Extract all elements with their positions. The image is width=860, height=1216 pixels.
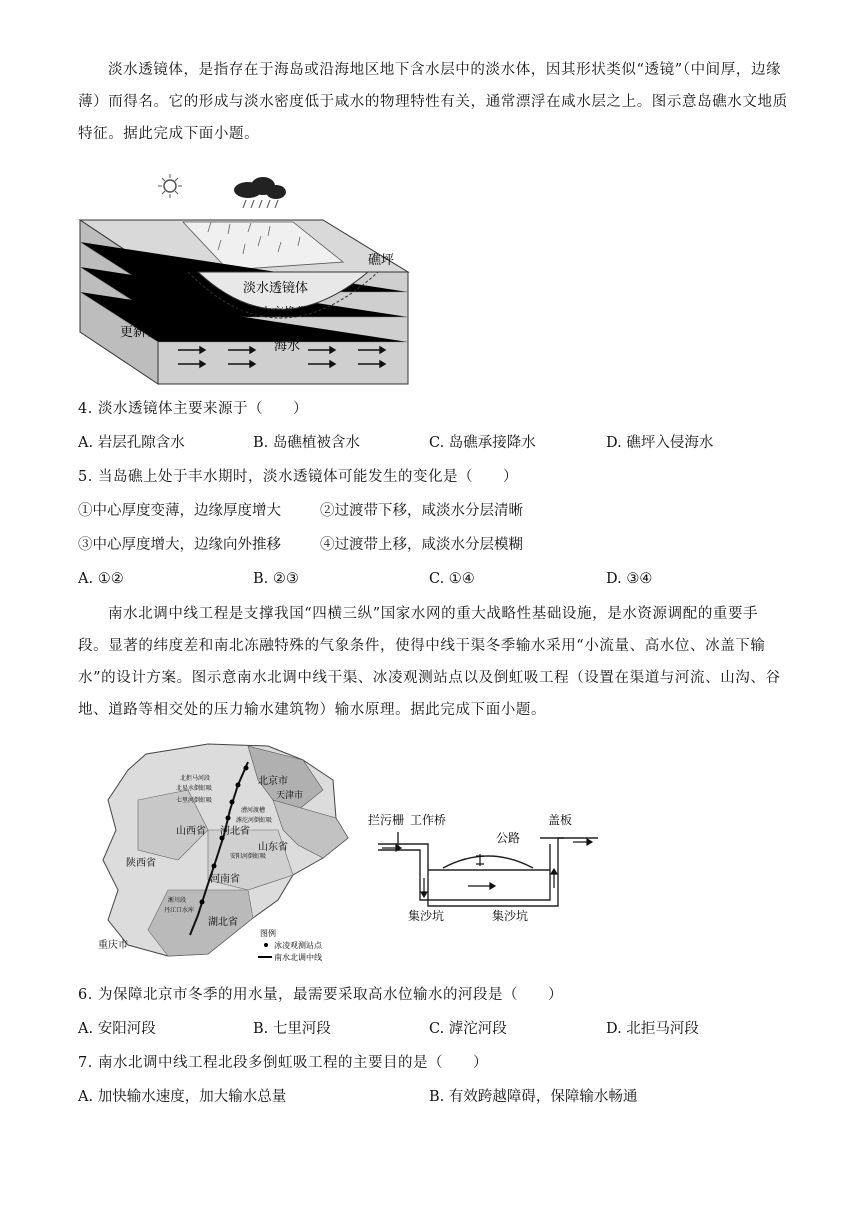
map-station-label: 安阳河倒虹吸 bbox=[230, 853, 267, 860]
label-freshwater-lens: 淡水透镜体 bbox=[243, 281, 309, 296]
label-sea-water: 海水 bbox=[274, 339, 301, 354]
map-label-chongqing: 重庆市 bbox=[98, 940, 128, 951]
reef-hydrogeology-figure bbox=[78, 172, 413, 387]
label-pleistocene: 更新世 bbox=[120, 325, 160, 340]
passage-intro-2: 南水北调中线工程是支撑我国“四横三纵”国家水网的重大战略性基础设施，是水资源调配的重要手段。显著的纬度差和南北冻融特殊的气象条件，使得中线干渠冬季输水采用“小流量、高水位、冰盖下输水”的设计方案。图示意南水北调中线干渠、冰凌观测站点以及倒虹吸工程（设置在渠道与河流、山沟、谷地、道路等相交处的压力输水建筑物）输水原理。据此完成下面小题。 bbox=[78, 606, 781, 718]
water-level-icon bbox=[476, 854, 484, 866]
passage-intro-1: 淡水透镜体，是指存在于海岛或沿海地区地下含水层中的淡水体，因其形状类似“透镜”（中间厚，边缘薄）而得名。它的形成与淡水密度低于咸水的物理特性有关，通常漂浮在咸水层之上。图示意岛礁水文地质特征。据此完成下面小题。 bbox=[78, 62, 788, 142]
south-north-water-map bbox=[98, 740, 358, 962]
map-station-label: 淅川段 bbox=[168, 897, 187, 904]
q5-option-b[interactable]: B. ②③ bbox=[253, 571, 299, 587]
q4-option-a[interactable]: A. 岩层孔隙含水 bbox=[78, 435, 185, 451]
q4-option-c[interactable]: C. 岛礁承接降水 bbox=[429, 435, 536, 451]
q5-option-c[interactable]: C. ①④ bbox=[429, 571, 475, 587]
q6-option-c[interactable]: C. 滹沱河段 bbox=[429, 1021, 507, 1037]
inverted-siphon-diagram bbox=[368, 808, 600, 922]
flow-arrows bbox=[382, 839, 592, 897]
q5-item-3: ③中心厚度增大，边缘向外推移 bbox=[78, 537, 281, 553]
q7-stem: 7. 南水北调中线工程北段多倒虹吸工程的主要目的是（ ） bbox=[78, 1055, 488, 1071]
q4-option-d[interactable]: D. 礁坪入侵海水 bbox=[606, 435, 714, 451]
q4-option-b[interactable]: B. 岛礁植被含水 bbox=[253, 435, 360, 451]
q5-item-4: ④过渡带上移，咸淡水分层模糊 bbox=[320, 537, 523, 553]
q5-item-1: ①中心厚度变薄，边缘厚度增大 bbox=[78, 503, 281, 519]
map-label-hebei: 河北省 bbox=[220, 826, 250, 837]
map-label-henan: 河南省 bbox=[210, 874, 240, 885]
map-legend bbox=[258, 928, 323, 962]
map-station-label: 北易水倒虹吸 bbox=[176, 785, 213, 792]
q4-stem: 4. 淡水透镜体主要来源于（ ） bbox=[78, 401, 308, 417]
label-reef-flat: 礁坪 bbox=[368, 253, 395, 268]
map-label-hubei: 湖北省 bbox=[208, 917, 238, 928]
q6-option-d[interactable]: D. 北拒马河段 bbox=[606, 1021, 699, 1037]
label-sand-pit-2: 集沙坑 bbox=[492, 909, 529, 922]
map-station-label: 七里河倒虹吸 bbox=[176, 797, 213, 804]
legend-ice-station: 冰凌观测站点 bbox=[274, 941, 322, 950]
q5-item-2: ②过渡带下移，咸淡水分层清晰 bbox=[320, 503, 523, 519]
label-cover-plate: 盖板 bbox=[548, 813, 573, 827]
q7-option-a[interactable]: A. 加快输水速度，加大输水总量 bbox=[78, 1089, 287, 1105]
map-label-shanxi: 山西省 bbox=[176, 826, 206, 837]
q6-option-a[interactable]: A. 安阳河段 bbox=[78, 1021, 156, 1037]
q5-option-d[interactable]: D. ③④ bbox=[606, 571, 653, 587]
q6-option-b[interactable]: B. 七里河段 bbox=[253, 1021, 331, 1037]
map-label-tianjin: 天津市 bbox=[276, 791, 304, 801]
map-station-label: 丹江口水库 bbox=[164, 907, 195, 914]
map-label-shandong: 山东省 bbox=[258, 842, 288, 853]
label-sand-pit-1: 集沙坑 bbox=[408, 909, 445, 922]
label-road: 公路 bbox=[496, 831, 521, 845]
q5-option-a[interactable]: A. ①② bbox=[78, 571, 124, 587]
map-label-beijing: 北京市 bbox=[258, 776, 288, 787]
map-station-label: 滹沱河倒虹吸 bbox=[236, 817, 273, 824]
q5-stem: 5. 当岛礁上处于丰水期时，淡水透镜体可能发生的变化是（ ） bbox=[78, 469, 518, 485]
label-holocene: 全新世 bbox=[120, 279, 160, 294]
map-station-label: 漕河渡槽 bbox=[241, 807, 266, 814]
sun-icon bbox=[158, 174, 182, 198]
legend-title: 图例 bbox=[260, 929, 276, 938]
label-trash-rack: 拦污栅 bbox=[368, 813, 405, 827]
label-transition-zone: 咸淡水交换带 bbox=[236, 305, 309, 319]
map-station-label: 北拒马河段 bbox=[180, 775, 211, 782]
q7-option-b[interactable]: B. 有效跨越障碍，保障输水畅通 bbox=[429, 1089, 638, 1105]
q6-stem: 6. 为保障北京市冬季的用水量，最需要采取高水位输水的河段是（ ） bbox=[78, 987, 563, 1003]
rain-cloud-icon bbox=[234, 177, 286, 208]
label-work-bridge: 工作桥 bbox=[410, 813, 447, 827]
map-label-shaanxi: 陕西省 bbox=[126, 858, 156, 869]
legend-canal: 南水北调中线 bbox=[274, 953, 322, 962]
